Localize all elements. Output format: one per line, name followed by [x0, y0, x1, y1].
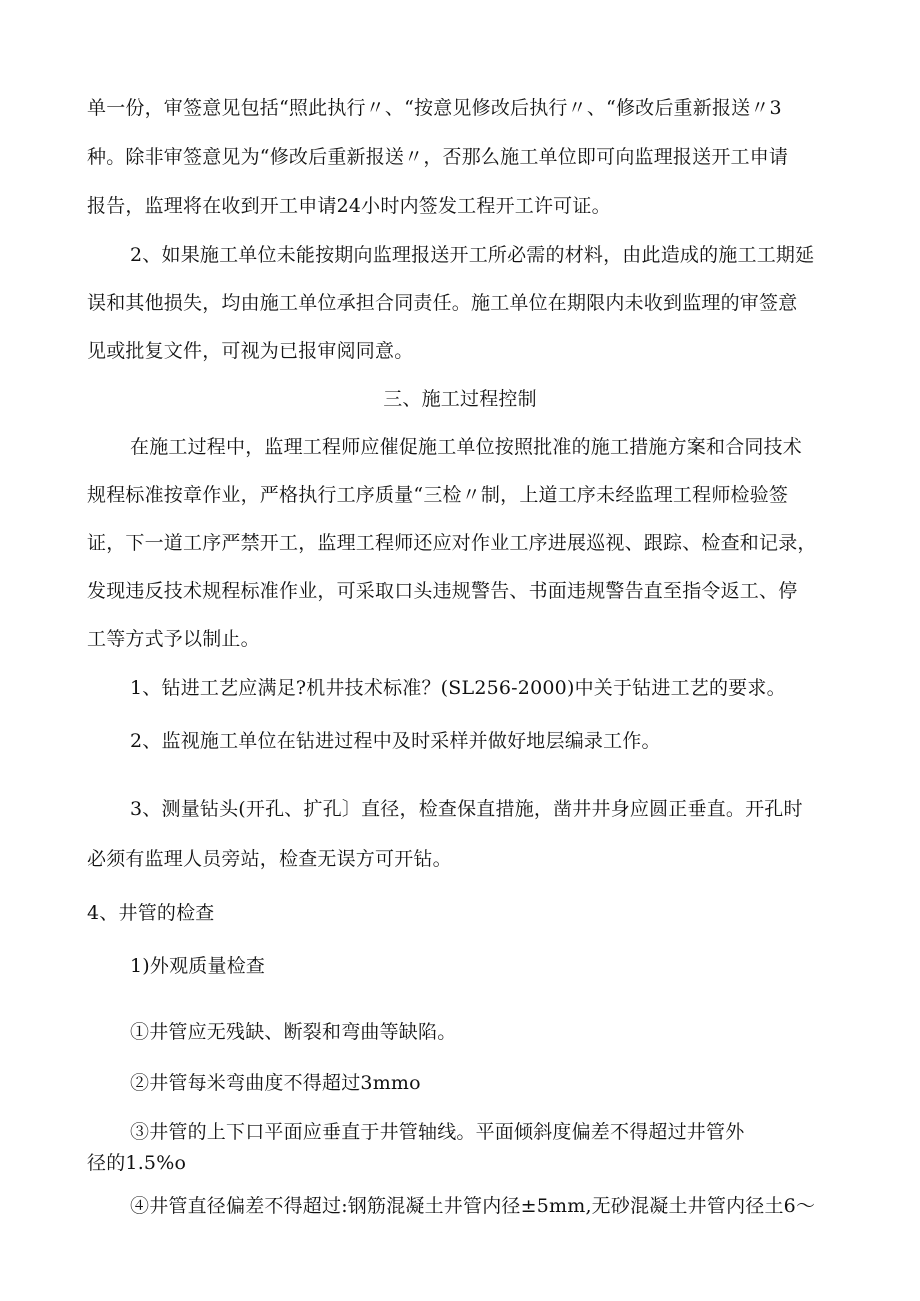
paragraph-2-line-3: 见或批复文件，可视为已报审阅同意。 — [87, 340, 414, 362]
item-1-drilling-process: 1、钻进工艺应满足?机井技术标准？(SL256-2000)中关于钻进工艺的要求。 — [130, 677, 786, 699]
item-3-line-1: 3、测量钻头(开孔、扩孔〕直径，检查保直措施，凿井井身应圆正垂直。开孔时 — [130, 798, 803, 820]
paragraph-1-line-3: 报告，监理将在收到开工申请24小时内签发工程开工许可证。 — [87, 195, 611, 217]
paragraph-3-line-1: 在施工过程中，监理工程师应催促施工单位按照批准的施工措施方案和合同技术 — [130, 436, 803, 458]
paragraph-3-line-5: 工等方式予以制止。 — [87, 628, 260, 650]
paragraph-3-line-4: 发现违反技术规程标准作业，可采取口头违规警告、书面违规警告直至指令返工、停 — [87, 580, 798, 602]
item-4-heading: 4、井管的检查 — [87, 902, 215, 924]
check-item-4: ④井管直径偏差不得超过:钢筋混凝土井管内径±5mm,无砂混凝土井管内径土6～ — [130, 1195, 816, 1217]
item-2-sampling: 2、监视施工单位在钻进过程中及时采样并做好地层编录工作。 — [130, 730, 661, 752]
paragraph-2-line-1: 2、如果施工单位未能按期向监理报送开工所必需的材料，由此造成的施工工期延 — [130, 244, 815, 266]
paragraph-2-line-2: 误和其他损失，均由施工单位承担合同责任。施工单位在期限内未收到监理的审签意 — [87, 292, 798, 314]
check-item-1: ①井管应无残缺、断裂和弯曲等缺陷。 — [130, 1021, 457, 1043]
item-3-line-2: 必须有监理人员旁站，检查无误方可开钻。 — [87, 848, 452, 870]
paragraph-1-line-1: 单一份，审签意见包括“照此执行〃、“按意见修改后执行〃、“修改后重新报送〃3 — [87, 97, 782, 119]
check-item-3-line-1: ③井管的上下口平面应垂直于井管轴线。平面倾斜度偏差不得超过井管外 — [130, 1121, 745, 1143]
paragraph-3-line-3: 证，下一道工序严禁开工，监理工程师还应对作业工序进展巡视、跟踪、检查和记录， — [87, 532, 817, 554]
subsection-1-heading: 1)外观质量检查 — [130, 955, 266, 977]
check-item-2: ②井管每米弯曲度不得超过3mmo — [130, 1072, 421, 1094]
check-item-3-line-2: 径的1.5%o — [87, 1152, 187, 1174]
paragraph-1-line-2: 种。除非审签意见为“修改后重新报送〃，否那么施工单位即可向监理报送开工申请 — [87, 146, 789, 168]
paragraph-3-line-2: 规程标准按章作业，严格执行工序质量“三检〃制，上道工序未经监理工程师检验签 — [87, 484, 789, 506]
section-heading: 三、施工过程控制 — [383, 388, 537, 410]
